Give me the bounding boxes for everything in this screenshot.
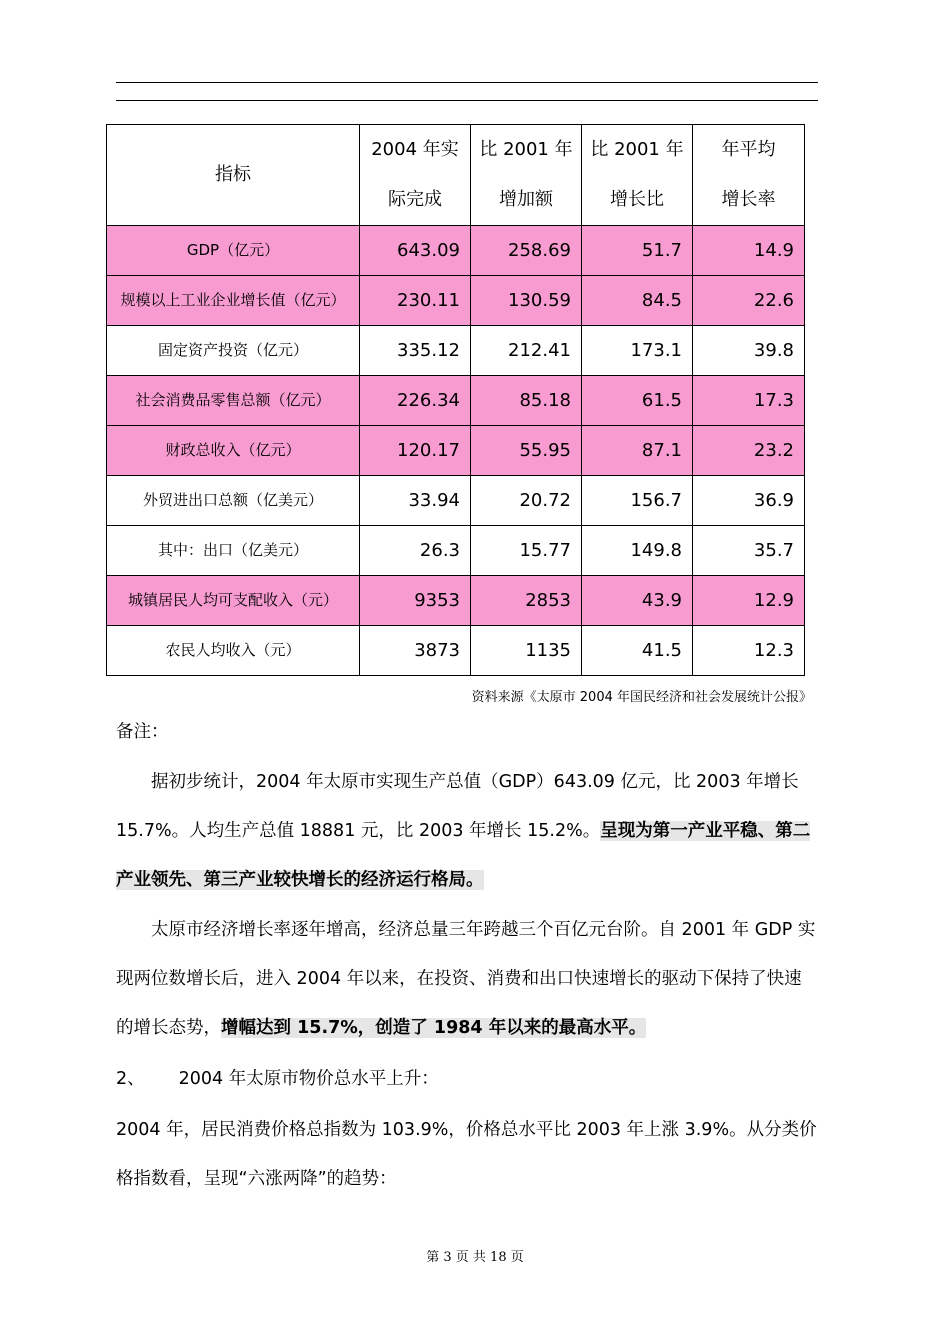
notes-paragraph-2: 太原市经济增长率逐年增高，经济总量三年跨越三个百亿元台阶。自 2001 年 GDP 实现两位数增长后，进入 2004 年以来，在投资、消费和出口快速增长的驱动下保持了快速的增长态势，增幅达到 15.7%，创造了 1984 年以来的最高水平。 (116, 920, 816, 1038)
row-label: 外贸进出口总额（亿美元） (107, 476, 360, 526)
header-increase: 比 2001 年 增加额 (471, 125, 582, 226)
cell-actual: 33.94 (360, 476, 471, 526)
cell-increase: 20.72 (471, 476, 582, 526)
header-rule-top (116, 82, 818, 83)
notes-paragraph-3: 2004 年，居民消费价格总指数为 103.9%，价格总水平比 2003 年上涨 3.9%。从分类价格指数看，呈现“六涨两降”的趋势： (116, 1120, 817, 1189)
cell-avg: 35.7 (693, 526, 805, 576)
cell-actual: 226.34 (360, 376, 471, 426)
table-row (107, 626, 805, 676)
cell-growth: 41.5 (582, 626, 693, 676)
highlighted-text: 呈现为第一产业平稳、第二产业领先、第三产业较快增长的经济运行格局。 (116, 821, 811, 890)
table-row (107, 226, 805, 276)
cell-increase: 130.59 (471, 276, 582, 326)
cell-avg: 12.3 (693, 626, 805, 676)
cell-increase: 1135 (471, 626, 582, 676)
cell-actual: 120.17 (360, 426, 471, 476)
cell-increase: 85.18 (471, 376, 582, 426)
economic-indicators-table (106, 124, 805, 676)
cell-avg: 12.9 (693, 576, 805, 626)
table-row (107, 476, 805, 526)
cell-growth: 43.9 (582, 576, 693, 626)
cell-avg: 39.8 (693, 326, 805, 376)
table-row (107, 576, 805, 626)
cell-actual: 26.3 (360, 526, 471, 576)
table-header-row (107, 125, 805, 226)
cell-growth: 87.1 (582, 426, 693, 476)
cell-growth: 149.8 (582, 526, 693, 576)
header-rule-bottom (116, 100, 818, 101)
header-actual: 2004 年实 际完成 (360, 125, 471, 226)
cell-growth: 84.5 (582, 276, 693, 326)
table-row (107, 376, 805, 426)
cell-actual: 9353 (360, 576, 471, 626)
row-label: 社会消费品零售总额（亿元） (107, 376, 360, 426)
section-title: 2004 年太原市物价总水平上升： (178, 1069, 439, 1089)
header-indicator: 指标 (107, 125, 360, 226)
cell-avg: 17.3 (693, 376, 805, 426)
cell-growth: 156.7 (582, 476, 693, 526)
cell-growth: 173.1 (582, 326, 693, 376)
header-avg: 年平均 增长率 (693, 125, 805, 226)
header-growth: 比 2001 年 增长比 (582, 125, 693, 226)
page-footer: 第 3 页 共 18 页 (426, 1250, 524, 1265)
cell-avg: 22.6 (693, 276, 805, 326)
row-label: GDP（亿元） (107, 226, 360, 276)
cell-avg: 14.9 (693, 226, 805, 276)
cell-actual: 3873 (360, 626, 471, 676)
row-label: 固定资产投资（亿元） (107, 326, 360, 376)
table-source-caption: 资料来源《太原市 2004 年国民经济和社会发展统计公报》 (471, 690, 812, 705)
cell-actual: 335.12 (360, 326, 471, 376)
table-row (107, 426, 805, 476)
cell-avg: 36.9 (693, 476, 805, 526)
cell-growth: 61.5 (582, 376, 693, 426)
cell-actual: 643.09 (360, 226, 471, 276)
highlighted-text: 增幅达到 15.7%，创造了 1984 年以来的最高水平。 (221, 1018, 647, 1038)
notes-heading: 备注： (116, 722, 169, 742)
table-row (107, 276, 805, 326)
table-row (107, 526, 805, 576)
row-label: 其中：出口（亿美元） (107, 526, 360, 576)
cell-avg: 23.2 (693, 426, 805, 476)
cell-increase: 55.95 (471, 426, 582, 476)
section-heading (116, 1055, 818, 1104)
row-label: 农民人均收入（元） (107, 626, 360, 676)
cell-growth: 51.7 (582, 226, 693, 276)
row-label: 规模以上工业企业增长值（亿元） (107, 276, 360, 326)
row-label: 城镇居民人均可支配收入（元） (107, 576, 360, 626)
notes-paragraph-1: 据初步统计，2004 年太原市实现生产总值（GDP）643.09 亿元，比 2003 年增长 15.7%。人均生产总值 18881 元，比 2003 年增长 15.2%。呈现为第一产业平稳、第二产业领先、第三产业较快增长的经济运行格局。 (116, 772, 811, 890)
cell-increase: 258.69 (471, 226, 582, 276)
cell-increase: 2853 (471, 576, 582, 626)
row-label: 财政总收入（亿元） (107, 426, 360, 476)
cell-actual: 230.11 (360, 276, 471, 326)
table-row (107, 326, 805, 376)
cell-increase: 15.77 (471, 526, 582, 576)
cell-increase: 212.41 (471, 326, 582, 376)
section-number: 2、 (116, 1069, 145, 1089)
